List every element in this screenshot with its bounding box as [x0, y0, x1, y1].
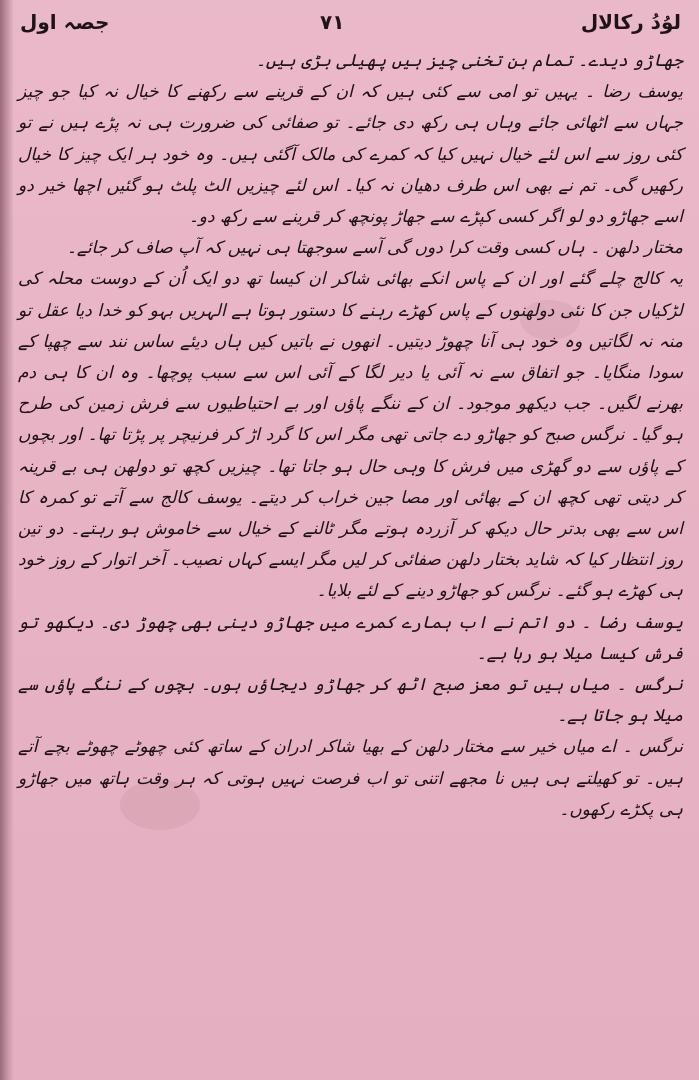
paragraph: جھاڑو دیدے۔ تمام بن تخنی چیز ہیں پھیلی بڑی ہیں۔: [255, 51, 683, 71]
page-binding-shadow: [0, 0, 14, 1080]
paragraph: یوسف رضا ۔ دو اتم نے اب ہمارے کمرے میں جھاڑو دینی بھی چھوڑ دی۔ دیکھو تو فرش کیسا میلا ہو رہا ہے۔: [18, 612, 683, 664]
paragraph: یہ کالج چلے گئے اور ان کے پاس انکے بھائی شاکر ان کیسا تھ دو ایک اُن کے دوست محلہ کی لڑکیاں جن کا نئی دولھنوں کے پاس کھڑے رہنے کا دستور ہوتا ہے الہریں بہو کو خدا دیا عقل تو منہ نہ لگاتیں وہ خود ہی آنا چھوڑ دیتیں۔ انھوں نے باتیں کیں ہاں دیئے ساس نند سے چھپا کے سودا منگایا۔ جو اتفاق سے نہ آئی یا دیر لگا کے آئی اس سے سبب پوچھا۔ وہ ان کا ہی دم بھرنے لگیں۔ جب دیکھو موجود۔ ان کے ننگے پاؤں اور بے احتیاطیوں سے فرش زمین کی طرح ہو گیا۔ نرگس صبح کو جھاڑو دے جاتی تھی مگر اس کا گرد اڑ کر فرنیچر پر پڑتا تھا۔ اور بچوں کے پاؤں سے دو گھڑی میں فرش کا وہی حال ہو جاتا تھا۔ چیزیں کچھ تو دولھن ہی بے قرینہ کر دیتی تھی کچھ ان کے بھائی اور مصا جین خراب کر دیتے۔ یوسف کالج سے آتے تو کمرہ کا اس سے بھی بدتر حال دیکھ کر آزردہ ہوتے مگر ٹالنے کے خیال سے خاموش ہو رہتے۔ دو تین روز انتظار کیا کہ شاید بختار دلھن صفائی کر لیں مگر ایسے کہاں نصیب۔ آخر اتوار کے روز خود ہی کھڑے ہو گئے۔ نرگس کو جھاڑو دینے کے لئے بلایا۔: [18, 269, 683, 602]
page-body: [18, 46, 683, 826]
paragraph: مختار دلھن ۔ ہاں کسی وقت کرا دوں گی آسے سوجھتا ہی نہیں کہ آپ صاف کر جائے۔: [66, 238, 683, 259]
volume-label: جصہ اول: [20, 10, 110, 34]
page-number: ۷۱: [320, 10, 345, 34]
paragraph: نرگس ۔ میاں ہیں تو معز صبح اٹھ کر جھاڑو دیجاؤں ہوں۔ بچوں کے ننگے پاؤں سے میلا ہو جاتا ہے۔: [18, 675, 683, 727]
paragraph: یوسف رضا ۔ یہیں تو امی سے کئی ہیں کہ ان کے قرینے سے رکھنے کا خیال نہ کیا جو چیز جہاں سے اٹھائی جائے وہاں ہی رکھ دی جائے۔ تو صفائی کی ضرورت ہی نہ پڑے ہیں نے تو کئی روز سے اس لئے خیال نہیں کیا کہ کمرے کی مالک آگئی ہیں۔ وہ خود ہر ایک چیز کا خیال رکھیں گی۔ تم نے بھی اس طرف دھیان نہ کیا۔ اس لئے چیزیں الٹ پلٹ ہو گئیں اچھا خیر دو اسے جھاڑو دو لو اگر کسی کپڑے سے جھاڑ پونچھ کر قرینے سے رکھ دو۔: [18, 82, 683, 228]
page-header: [20, 4, 681, 44]
paragraph: نرگس ۔ اے میاں خیر سے مختار دلھن کے بھیا شاکر ادران کے ساتھ کئی چھوٹے چھوٹے بچے آتے ہیں۔ تو کھیلتے ہی ہیں نا مجھے اتنی تو اب فرصت نہیں ہوتی کہ ہر وقت ہاتھ میں جھاڑو ہی پکڑے رکھوں۔: [18, 737, 683, 820]
book-title: لوُدُ رکالال: [580, 10, 681, 34]
